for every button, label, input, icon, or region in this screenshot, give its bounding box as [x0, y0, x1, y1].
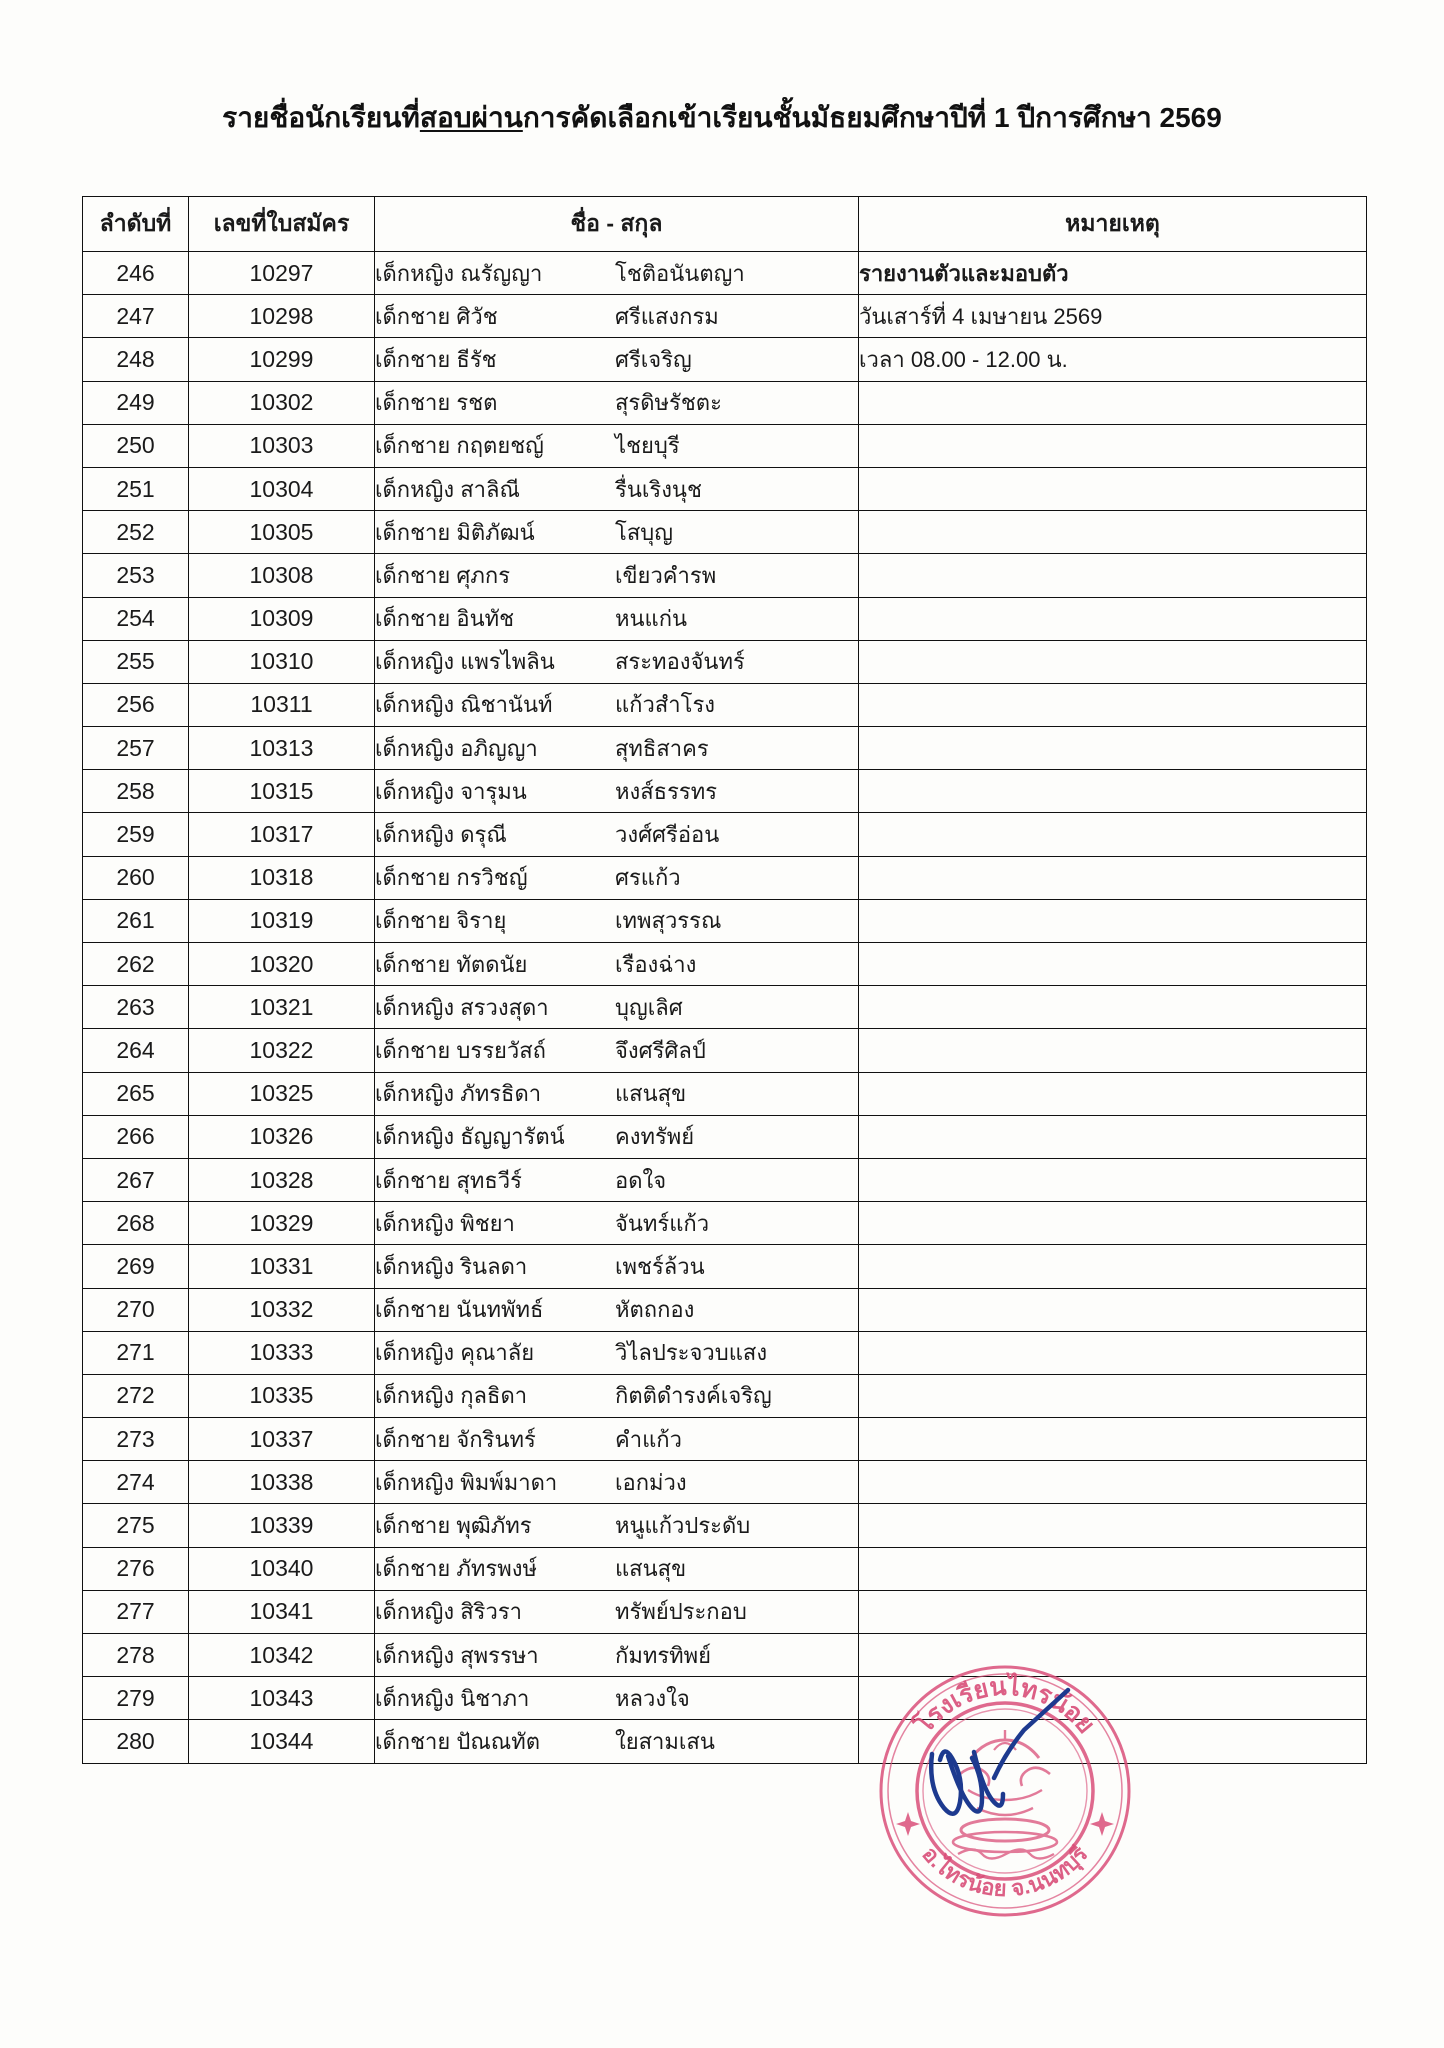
given-name: เด็กชาย นันทพัทธ์	[375, 1297, 544, 1323]
surname: ศรแก้ว	[615, 865, 681, 891]
cell-order: 255	[83, 640, 189, 683]
name-group	[375, 256, 858, 291]
given-name: เด็กหญิง กุลธิดา	[375, 1383, 528, 1409]
surname: แสนสุข	[615, 1081, 687, 1107]
table-row	[83, 1288, 1367, 1331]
surname: กิตติดำรงค์เจริญ	[615, 1383, 772, 1409]
cell-application-no: 10309	[189, 597, 375, 640]
name-group	[375, 1681, 858, 1716]
cell-name	[375, 1590, 859, 1633]
cell-application-no: 10329	[189, 1202, 375, 1245]
cell-note: วันเสาร์ที่ 4 เมษายน 2569	[859, 295, 1367, 338]
table-row	[83, 252, 1367, 295]
table-row	[83, 683, 1367, 726]
given-name: เด็กหญิง จารุมน	[375, 778, 527, 804]
table-row	[83, 511, 1367, 554]
given-name: เด็กชาย จิรายุ	[375, 908, 507, 934]
given-name: เด็กชาย ปัณณทัต	[375, 1728, 540, 1754]
name-group	[375, 1551, 858, 1586]
table-row	[83, 1115, 1367, 1158]
cell-note	[859, 770, 1367, 813]
surname: วิไลประจวบแสง	[615, 1340, 768, 1366]
surname: จึงศรีศิลป์	[615, 1037, 706, 1063]
cell-note	[859, 424, 1367, 467]
given-name: เด็กหญิง ณิชานันท์	[375, 692, 553, 718]
table-row	[83, 1418, 1367, 1461]
cell-order: 273	[83, 1418, 189, 1461]
given-name: เด็กหญิง แพรไพลิน	[375, 649, 555, 675]
surname: ทรัพย์ประกอบ	[615, 1599, 747, 1625]
given-name: เด็กชาย สุทธวีร์	[375, 1167, 522, 1193]
cell-order: 265	[83, 1072, 189, 1115]
cell-application-no: 10305	[189, 511, 375, 554]
table-row	[83, 1245, 1367, 1288]
cell-application-no: 10343	[189, 1677, 375, 1720]
surname: รื่นเริงนุช	[615, 476, 702, 502]
name-group	[375, 1033, 858, 1068]
table-row	[83, 899, 1367, 942]
surname: โชติอนันตญา	[615, 260, 745, 286]
cell-name	[375, 1461, 859, 1504]
cell-name	[375, 467, 859, 510]
cell-note	[859, 1418, 1367, 1461]
surname: หงส์ธรรทร	[615, 778, 718, 804]
cell-name	[375, 1374, 859, 1417]
cell-note	[859, 899, 1367, 942]
cell-order: 249	[83, 381, 189, 424]
cell-application-no: 10318	[189, 856, 375, 899]
cell-order: 264	[83, 1029, 189, 1072]
cell-order: 275	[83, 1504, 189, 1547]
cell-application-no: 10326	[189, 1115, 375, 1158]
cell-note	[859, 1677, 1367, 1720]
given-name: เด็กหญิง ณรัญญา	[375, 260, 543, 286]
cell-name	[375, 1245, 859, 1288]
cell-note: รายงานตัวและมอบตัว	[859, 252, 1367, 295]
cell-name	[375, 1115, 859, 1158]
cell-application-no: 10335	[189, 1374, 375, 1417]
given-name: เด็กหญิง นิชาภา	[375, 1685, 530, 1711]
name-group	[375, 1249, 858, 1284]
given-name: เด็กชาย ธีรัช	[375, 346, 497, 372]
cell-name	[375, 597, 859, 640]
column-header-note: หมายเหตุ	[859, 197, 1367, 252]
cell-application-no: 10302	[189, 381, 375, 424]
given-name: เด็กหญิง คุณาลัย	[375, 1340, 535, 1366]
cell-name	[375, 252, 859, 295]
surname: เขียวคำรพ	[615, 562, 717, 588]
surname: เอกม่วง	[615, 1469, 687, 1495]
table-row	[83, 597, 1367, 640]
column-header-application-no: เลขที่ใบสมัคร	[189, 197, 375, 252]
given-name: เด็กชาย กฤตยชญ์	[375, 433, 544, 459]
given-name: เด็กหญิง รินลดา	[375, 1253, 528, 1279]
given-name: เด็กชาย ศิวัช	[375, 303, 498, 329]
given-name: เด็กหญิง อภิญญา	[375, 735, 538, 761]
cell-order: 271	[83, 1331, 189, 1374]
cell-name	[375, 1677, 859, 1720]
cell-order: 261	[83, 899, 189, 942]
cell-order: 253	[83, 554, 189, 597]
cell-name	[375, 683, 859, 726]
cell-order: 251	[83, 467, 189, 510]
cell-application-no: 10321	[189, 986, 375, 1029]
cell-name	[375, 986, 859, 1029]
surname: เพชร์ล้วน	[615, 1253, 705, 1279]
cell-application-no: 10310	[189, 640, 375, 683]
surname: แก้วสำโรง	[615, 692, 716, 718]
cell-note	[859, 1590, 1367, 1633]
table-row	[83, 770, 1367, 813]
table-header-row	[83, 197, 1367, 252]
table-row	[83, 295, 1367, 338]
cell-application-no: 10333	[189, 1331, 375, 1374]
name-group	[375, 472, 858, 507]
cell-name	[375, 640, 859, 683]
given-name: เด็กหญิง ภัทรธิดา	[375, 1081, 542, 1107]
cell-application-no: 10299	[189, 338, 375, 381]
cell-name	[375, 1072, 859, 1115]
name-group	[375, 990, 858, 1025]
cell-application-no: 10331	[189, 1245, 375, 1288]
cell-order: 278	[83, 1634, 189, 1677]
cell-application-no: 10320	[189, 943, 375, 986]
surname: ศรีเจริญ	[615, 346, 692, 372]
cell-note	[859, 1072, 1367, 1115]
given-name: เด็กหญิง พิมพ์มาดา	[375, 1469, 558, 1495]
table-row	[83, 813, 1367, 856]
name-group	[375, 515, 858, 550]
cell-order: 276	[83, 1547, 189, 1590]
name-group	[375, 601, 858, 636]
given-name: เด็กชาย บรรยวัสถ์	[375, 1037, 547, 1063]
name-group	[375, 1206, 858, 1241]
surname: ไชยบุรี	[615, 433, 680, 459]
surname: เทพสุวรรณ	[615, 908, 722, 934]
name-group	[375, 299, 858, 334]
page-title	[0, 96, 1444, 140]
table-row	[83, 338, 1367, 381]
name-group	[375, 558, 858, 593]
name-group	[375, 1292, 858, 1327]
table-row	[83, 424, 1367, 467]
given-name: เด็กชาย รชต	[375, 390, 498, 416]
cell-name	[375, 1202, 859, 1245]
table-row	[83, 943, 1367, 986]
name-group	[375, 1378, 858, 1413]
page-title-underlined: สอบผ่าน	[419, 102, 523, 133]
surname: โสบุญ	[615, 519, 673, 545]
given-name: เด็กหญิง พิชยา	[375, 1210, 515, 1236]
table-row	[83, 1720, 1367, 1763]
cell-note	[859, 467, 1367, 510]
cell-note	[859, 1374, 1367, 1417]
cell-application-no: 10303	[189, 424, 375, 467]
cell-name	[375, 1029, 859, 1072]
cell-order: 272	[83, 1374, 189, 1417]
cell-note	[859, 727, 1367, 770]
cell-application-no: 10308	[189, 554, 375, 597]
table-row	[83, 1331, 1367, 1374]
name-group	[375, 687, 858, 722]
name-group	[375, 1465, 858, 1500]
cell-note	[859, 1202, 1367, 1245]
column-header-order: ลำดับที่	[83, 197, 189, 252]
surname: หนูแก้วประดับ	[615, 1513, 751, 1539]
cell-name	[375, 511, 859, 554]
cell-note	[859, 1158, 1367, 1201]
cell-order: 262	[83, 943, 189, 986]
surname: หนแก่น	[615, 606, 688, 632]
table-row	[83, 640, 1367, 683]
cell-name	[375, 381, 859, 424]
name-group	[375, 1638, 858, 1673]
cell-name	[375, 856, 859, 899]
cell-note	[859, 856, 1367, 899]
given-name: เด็กหญิง ธัญญารัตน์	[375, 1124, 565, 1150]
cell-note	[859, 1288, 1367, 1331]
surname: จันทร์แก้ว	[615, 1210, 710, 1236]
table-row	[83, 1590, 1367, 1633]
cell-name	[375, 727, 859, 770]
seal-top-text: โรงเรียนไทรน้อย	[909, 1672, 1101, 1739]
table-row	[83, 1547, 1367, 1590]
cell-note	[859, 986, 1367, 1029]
name-group	[375, 1163, 858, 1198]
name-group	[375, 1724, 858, 1759]
cell-note	[859, 597, 1367, 640]
cell-application-no: 10332	[189, 1288, 375, 1331]
given-name: เด็กชาย กรวิชญ์	[375, 865, 528, 891]
name-group	[375, 385, 858, 420]
name-group	[375, 1508, 858, 1543]
surname: คำแก้ว	[615, 1426, 682, 1452]
name-group	[375, 1422, 858, 1457]
name-group	[375, 731, 858, 766]
cell-order: 270	[83, 1288, 189, 1331]
cell-order: 267	[83, 1158, 189, 1201]
cell-order: 246	[83, 252, 189, 295]
cell-application-no: 10338	[189, 1461, 375, 1504]
cell-order: 280	[83, 1720, 189, 1763]
cell-note	[859, 511, 1367, 554]
cell-note	[859, 640, 1367, 683]
cell-name	[375, 1418, 859, 1461]
name-group	[375, 860, 858, 895]
cell-name	[375, 295, 859, 338]
cell-application-no: 10344	[189, 1720, 375, 1763]
surname: วงศ์ศรีอ่อน	[615, 822, 720, 848]
cell-order: 263	[83, 986, 189, 1029]
cell-order: 259	[83, 813, 189, 856]
given-name: เด็กหญิง สาลิณี	[375, 476, 520, 502]
given-name: เด็กหญิง สิริวรา	[375, 1599, 522, 1625]
surname: หลวงใจ	[615, 1685, 690, 1711]
cell-name	[375, 1331, 859, 1374]
cell-note	[859, 1504, 1367, 1547]
name-group	[375, 817, 858, 852]
name-group	[375, 342, 858, 377]
cell-application-no: 10340	[189, 1547, 375, 1590]
cell-application-no: 10319	[189, 899, 375, 942]
cell-order: 260	[83, 856, 189, 899]
table-row	[83, 986, 1367, 1029]
cell-order: 258	[83, 770, 189, 813]
table-header	[83, 197, 1367, 252]
cell-application-no: 10322	[189, 1029, 375, 1072]
surname: ศรีแสงกรม	[615, 303, 719, 329]
table-body	[83, 252, 1367, 1764]
cell-name	[375, 899, 859, 942]
name-group	[375, 1119, 858, 1154]
cell-order: 256	[83, 683, 189, 726]
svg-text:อ.ไทรน้อย จ.นนทบุรี	[917, 1841, 1092, 1901]
cell-note	[859, 1245, 1367, 1288]
name-group	[375, 428, 858, 463]
given-name: เด็กชาย อินทัช	[375, 606, 515, 632]
surname: แสนสุข	[615, 1556, 687, 1582]
cell-note	[859, 1115, 1367, 1158]
name-group	[375, 947, 858, 982]
cell-order: 277	[83, 1590, 189, 1633]
given-name: เด็กชาย ทัตดนัย	[375, 951, 528, 977]
surname: หัตถกอง	[615, 1297, 695, 1323]
table-row	[83, 856, 1367, 899]
name-group	[375, 644, 858, 679]
surname: คงทรัพย์	[615, 1124, 695, 1150]
cell-note: เวลา 08.00 - 12.00 น.	[859, 338, 1367, 381]
cell-application-no: 10317	[189, 813, 375, 856]
name-group	[375, 1594, 858, 1629]
cell-application-no: 10337	[189, 1418, 375, 1461]
table-row	[83, 1202, 1367, 1245]
cell-application-no: 10304	[189, 467, 375, 510]
table-row	[83, 1504, 1367, 1547]
cell-note	[859, 943, 1367, 986]
given-name: เด็กชาย พุฒิภัทร	[375, 1513, 532, 1539]
cell-application-no: 10313	[189, 727, 375, 770]
cell-order: 248	[83, 338, 189, 381]
cell-name	[375, 1634, 859, 1677]
surname: สุรดิษรัชตะ	[615, 390, 722, 416]
cell-note	[859, 813, 1367, 856]
page-title-suffix: การคัดเลือกเข้าเรียนชั้นมัธยมศึกษาปีที่ 1 ปีการศึกษา 2569	[522, 102, 1222, 133]
cell-order: 266	[83, 1115, 189, 1158]
cell-name	[375, 1158, 859, 1201]
cell-name	[375, 554, 859, 597]
cell-name	[375, 943, 859, 986]
given-name: เด็กชาย จักรินทร์	[375, 1426, 536, 1452]
cell-application-no: 10297	[189, 252, 375, 295]
table-row	[83, 1374, 1367, 1417]
surname: สุทธิสาคร	[615, 735, 709, 761]
name-group	[375, 903, 858, 938]
cell-application-no: 10315	[189, 770, 375, 813]
cell-order: 254	[83, 597, 189, 640]
cell-note	[859, 1720, 1367, 1763]
given-name: เด็กหญิง สุพรรษา	[375, 1642, 539, 1668]
cell-note	[859, 1547, 1367, 1590]
page-title-prefix: รายชื่อนักเรียนที่	[222, 102, 420, 133]
cell-order: 247	[83, 295, 189, 338]
column-header-name: ชื่อ - สกุล	[375, 197, 859, 252]
table-row	[83, 727, 1367, 770]
cell-order: 268	[83, 1202, 189, 1245]
given-name: เด็กชาย มิติภัฒน์	[375, 519, 535, 545]
cell-name	[375, 1720, 859, 1763]
cell-order: 279	[83, 1677, 189, 1720]
surname: บุญเลิศ	[615, 994, 683, 1020]
cell-name	[375, 1288, 859, 1331]
surname: ใยสามเสน	[615, 1728, 715, 1754]
cell-note	[859, 1634, 1367, 1677]
table-row	[83, 1029, 1367, 1072]
given-name: เด็กหญิง ดรุณี	[375, 822, 507, 848]
cell-application-no: 10298	[189, 295, 375, 338]
cell-application-no: 10342	[189, 1634, 375, 1677]
cell-order: 274	[83, 1461, 189, 1504]
given-name: เด็กชาย ภัทรพงษ์	[375, 1556, 537, 1582]
cell-note	[859, 683, 1367, 726]
surname: อดใจ	[615, 1167, 667, 1193]
cell-application-no: 10339	[189, 1504, 375, 1547]
table-row	[83, 554, 1367, 597]
cell-name	[375, 770, 859, 813]
cell-name	[375, 1547, 859, 1590]
name-group	[375, 1076, 858, 1111]
table-row	[83, 1072, 1367, 1115]
cell-note	[859, 1331, 1367, 1374]
surname: กัมทรทิพย์	[615, 1642, 712, 1668]
name-group	[375, 774, 858, 809]
table-row	[83, 1461, 1367, 1504]
table-row	[83, 1158, 1367, 1201]
cell-name	[375, 1504, 859, 1547]
cell-application-no: 10311	[189, 683, 375, 726]
cell-note	[859, 381, 1367, 424]
table-row	[83, 1634, 1367, 1677]
table-row	[83, 467, 1367, 510]
cell-order: 257	[83, 727, 189, 770]
cell-application-no: 10341	[189, 1590, 375, 1633]
table-row	[83, 381, 1367, 424]
cell-application-no: 10325	[189, 1072, 375, 1115]
cell-note	[859, 1029, 1367, 1072]
cell-note	[859, 554, 1367, 597]
cell-application-no: 10328	[189, 1158, 375, 1201]
cell-name	[375, 813, 859, 856]
roster-table-container	[82, 196, 1366, 1764]
surname: เรืองฉ่าง	[615, 951, 697, 977]
cell-name	[375, 424, 859, 467]
name-group	[375, 1335, 858, 1370]
cell-order: 252	[83, 511, 189, 554]
surname: สระทองจันทร์	[615, 649, 745, 675]
table-row	[83, 1677, 1367, 1720]
roster-table	[82, 196, 1367, 1764]
cell-order: 269	[83, 1245, 189, 1288]
cell-note	[859, 1461, 1367, 1504]
seal-bottom-text: อ.ไทรน้อย จ.นนทบุรี	[917, 1841, 1093, 1902]
cell-order: 250	[83, 424, 189, 467]
cell-name	[375, 338, 859, 381]
given-name: เด็กหญิง สรวงสุดา	[375, 994, 549, 1020]
given-name: เด็กชาย ศุภกร	[375, 562, 511, 588]
